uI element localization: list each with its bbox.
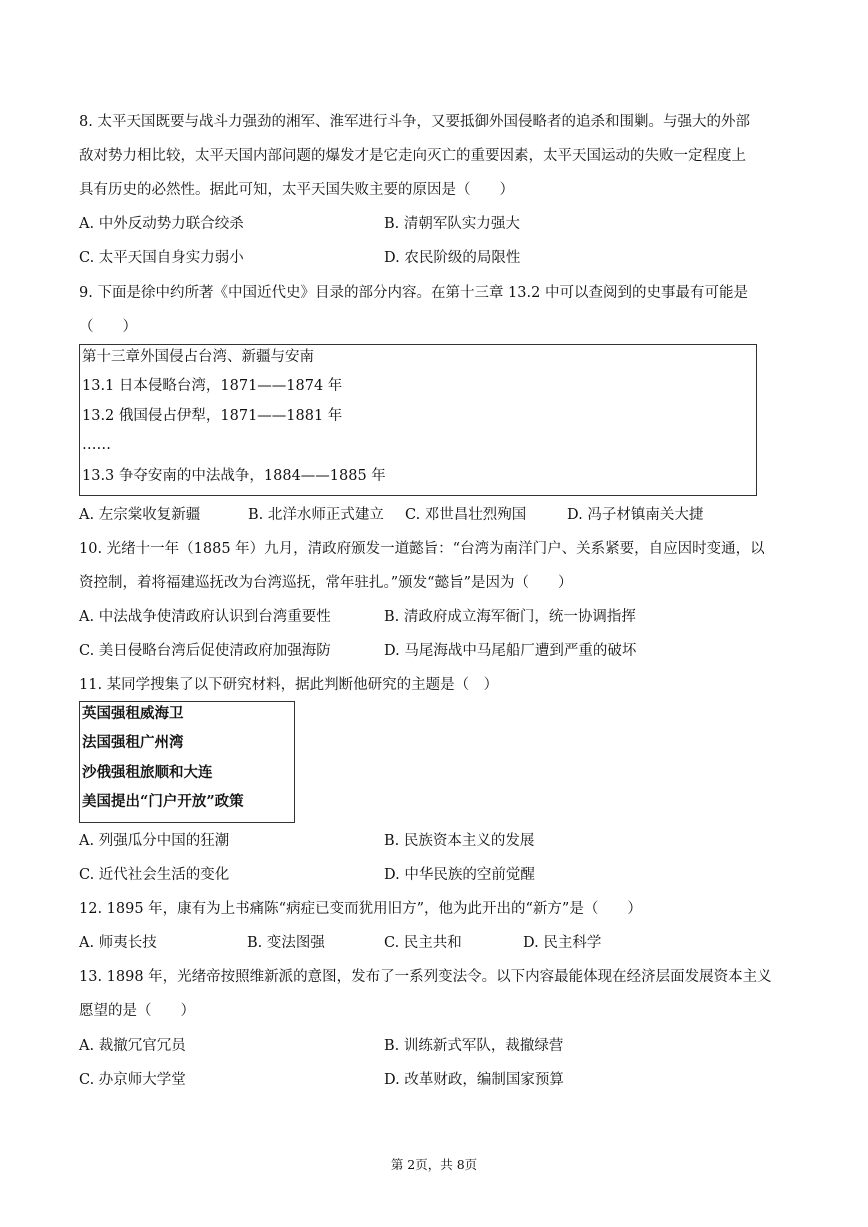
- q8-stem-line-1: 8. 太平天国既要与战斗力强劲的湘军、淮军进行斗争，又要抵御外国侵略者的追杀和围剿。与强大的外部: [79, 114, 750, 130]
- q13-stem-line-2: 愿望的是（ ）: [79, 1003, 195, 1019]
- q12-stem: 12. 1895 年，康有为上书痛陈“病症已变而犹用旧方”，他为此开出的“新方”是（ ）: [79, 901, 642, 917]
- q11-material-item: 法国强租广州湾: [82, 734, 184, 751]
- q9-table-row: 第十三章外国侵占台湾、新疆与安南: [82, 349, 314, 365]
- q9-option-c[interactable]: C. 邓世昌壮烈殉国: [405, 507, 527, 523]
- q12-option-b[interactable]: B. 变法图强: [247, 935, 325, 951]
- q11-material-item: 沙俄强租旅顺和大连: [82, 764, 213, 781]
- q13-stem-line-1: 13. 1898 年，光绪帝按照维新派的意图，发布了一系列变法令。以下内容最能体现在经济层面发展资本主义: [79, 969, 772, 985]
- q12-option-d[interactable]: D. 民主科学: [523, 935, 602, 951]
- q11-option-a[interactable]: A. 列强瓜分中国的狂潮: [79, 833, 230, 849]
- q11-material-item: 英国强租威海卫: [82, 705, 184, 722]
- q10-option-b[interactable]: B. 清政府成立海军衙门，统一协调指挥: [384, 609, 636, 625]
- q9-table-row: 13.1 日本侵略台湾，1871——1874 年: [82, 378, 343, 394]
- q12-option-a[interactable]: A. 师夷长技: [79, 935, 157, 951]
- q11-option-c[interactable]: C. 近代社会生活的变化: [79, 867, 230, 883]
- q10-option-c[interactable]: C. 美日侵略台湾后促使清政府加强海防: [79, 643, 331, 659]
- q12-option-c[interactable]: C. 民主共和: [384, 935, 462, 951]
- q9-table-row: 13.2 俄国侵占伊犁，1871——1881 年: [82, 408, 343, 424]
- q11-stem: 11. 某同学搜集了以下研究材料，据此判断他研究的主题是（ ）: [79, 677, 499, 693]
- q9-table-row: 13.3 争夺安南的中法战争，1884——1885 年: [82, 468, 386, 484]
- q10-option-a[interactable]: A. 中法战争使清政府认识到台湾重要性: [79, 609, 331, 625]
- q9-table-row: ……: [82, 437, 111, 453]
- q8-option-b[interactable]: B. 清朝军队实力强大: [384, 216, 520, 232]
- q11-option-b[interactable]: B. 民族资本主义的发展: [384, 833, 535, 849]
- q10-stem-line-1: 10. 光绪十一年（1885 年）九月，清政府颁发一道懿旨：“台湾为南洋门户、关系紧要，自应因时变通，以: [79, 541, 765, 557]
- q9-contents-table: [79, 344, 757, 496]
- q8-option-d[interactable]: D. 农民阶级的局限性: [384, 250, 521, 266]
- q13-option-d[interactable]: D. 改革财政，编制国家预算: [384, 1072, 564, 1088]
- page-number-footer: 第 2页，共 8页: [390, 1157, 478, 1172]
- q9-option-a[interactable]: A. 左宗棠收复新疆: [79, 507, 201, 523]
- q10-option-d[interactable]: D. 马尾海战中马尾船厂遭到严重的破坏: [384, 643, 637, 659]
- q9-stem-line-2: （ ）: [79, 319, 137, 335]
- q9-option-b[interactable]: B. 北洋水师正式建立: [248, 507, 384, 523]
- q13-option-b[interactable]: B. 训练新式军队，裁撤绿营: [384, 1038, 564, 1054]
- q13-option-a[interactable]: A. 裁撤冗官冗员: [79, 1038, 186, 1054]
- q9-option-d[interactable]: D. 冯子材镇南关大捷: [567, 507, 704, 523]
- q8-option-c[interactable]: C. 太平天国自身实力弱小: [79, 250, 244, 266]
- q9-stem-line-1: 9. 下面是徐中约所著《中国近代史》目录的部分内容。在第十三章 13.2 中可以查阅到的史事最有可能是: [79, 285, 748, 301]
- q8-stem-line-3: 具有历史的必然性。据此可知，太平天国失败主要的原因是（ ）: [79, 182, 514, 198]
- q11-materials-table: [79, 701, 295, 823]
- q8-option-a[interactable]: A. 中外反动势力联合绞杀: [79, 216, 244, 232]
- q11-option-d[interactable]: D. 中华民族的空前觉醒: [384, 867, 535, 883]
- q10-stem-line-2: 资控制，着将福建巡抚改为台湾巡抚，常年驻扎。”颁发“懿旨”是因为（ ）: [79, 575, 573, 591]
- q11-material-item: 美国提出“门户开放”政策: [82, 793, 244, 810]
- q8-stem-line-2: 敌对势力相比较，太平天国内部问题的爆发才是它走向灭亡的重要因素，太平天国运动的失败一定程度上: [79, 148, 746, 164]
- q13-option-c[interactable]: C. 办京师大学堂: [79, 1072, 186, 1088]
